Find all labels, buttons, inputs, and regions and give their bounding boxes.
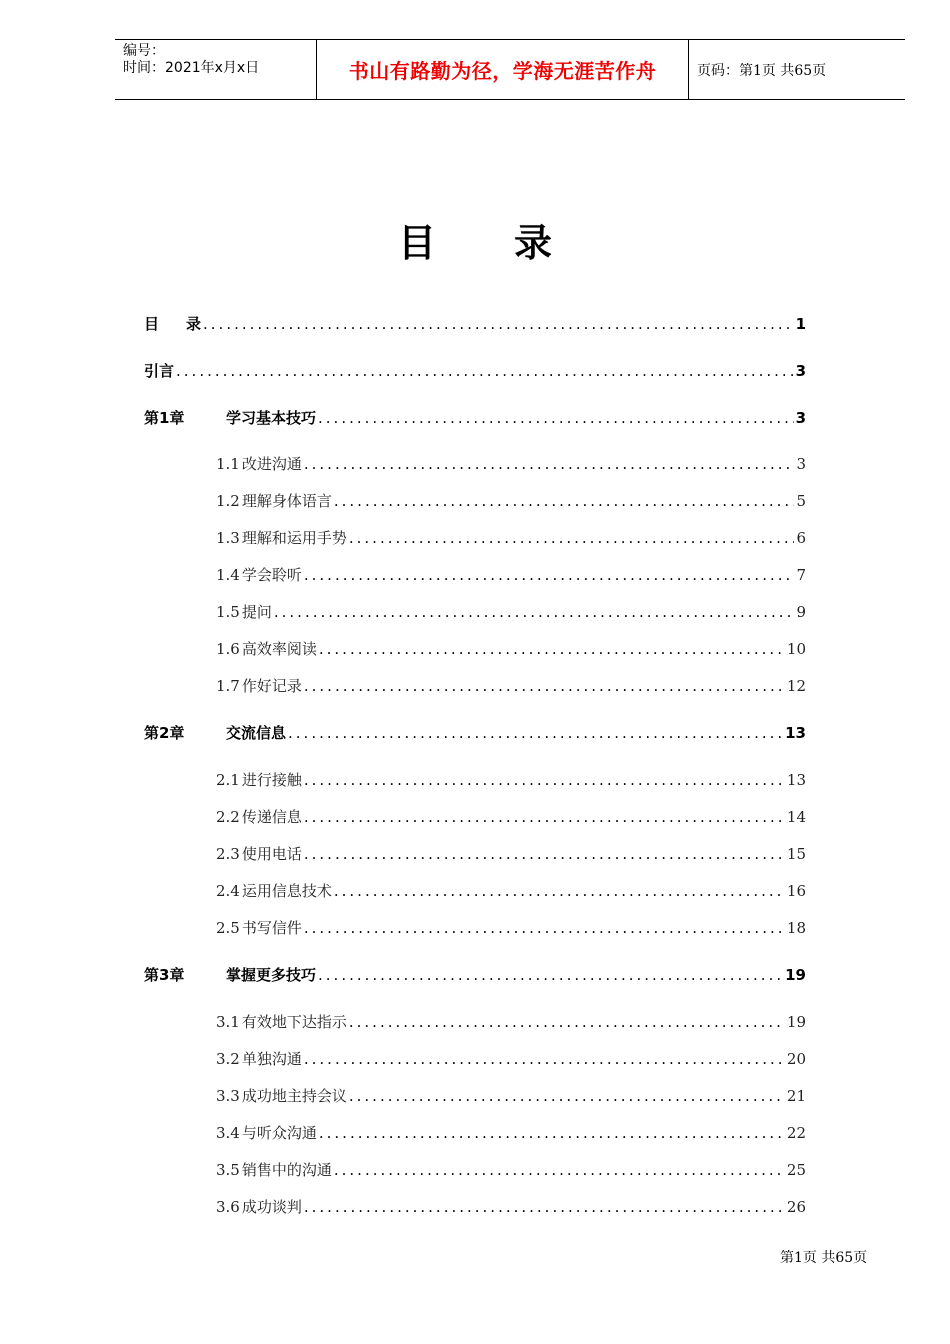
toc-entry-page: 19 <box>786 1013 806 1031</box>
toc-entry-label: 提问 <box>241 603 272 621</box>
toc-entry-number: 1.5 <box>216 603 240 621</box>
toc-entry-label: 作好记录 <box>241 677 302 695</box>
toc-leader-dots <box>349 1086 785 1106</box>
toc-entry-page: 9 <box>796 603 806 621</box>
toc-entry[interactable] <box>216 565 806 585</box>
toc-entry-label: 掌握更多技巧 <box>226 966 317 984</box>
toc-leader-dots <box>349 528 795 548</box>
toc-entry-number: 1.3 <box>216 529 240 547</box>
toc-entry-label: 引言 <box>144 362 175 380</box>
toc-entry-page: 13 <box>786 771 806 789</box>
toc-entry-number: 1.6 <box>216 640 240 658</box>
toc-entry-label: 有效地下达指示 <box>241 1013 347 1031</box>
toc-entry[interactable] <box>216 1123 806 1143</box>
toc-entry-number: 2.1 <box>216 771 240 789</box>
toc-entry[interactable] <box>216 844 806 864</box>
toc-entry[interactable] <box>144 965 806 985</box>
toc-leader-dots <box>349 1012 785 1032</box>
toc-entry-page: 6 <box>796 529 806 547</box>
toc-leader-dots <box>304 676 785 696</box>
toc-entry-label: 成功谈判 <box>241 1198 302 1216</box>
toc-entry[interactable] <box>216 918 806 938</box>
toc-leader-dots <box>176 361 794 381</box>
toc-entry-page: 26 <box>786 1198 806 1216</box>
toc-entry-number: 3.6 <box>216 1198 240 1216</box>
toc-entry-page: 10 <box>786 640 806 658</box>
toc-entry-page: 13 <box>785 724 806 742</box>
toc-leader-dots <box>304 807 785 827</box>
toc-entry[interactable] <box>216 807 806 827</box>
toc-entry[interactable] <box>216 528 806 548</box>
toc-entry[interactable] <box>216 1197 806 1217</box>
toc-entry[interactable] <box>216 491 806 511</box>
toc-entry-page: 5 <box>796 492 806 510</box>
toc-entry[interactable] <box>144 723 806 743</box>
toc-entry-page: 19 <box>785 966 806 984</box>
toc-leader-dots <box>203 314 794 334</box>
toc-entry-number: 2.3 <box>216 845 240 863</box>
toc-entry-label: 与听众沟通 <box>241 1124 317 1142</box>
toc-entry-number: 第2章 <box>144 724 185 742</box>
page-header <box>115 39 905 100</box>
toc-entry-number: 第3章 <box>144 966 185 984</box>
toc-entry-number: 目 <box>144 315 160 333</box>
toc-entry-label: 成功地主持会议 <box>241 1087 347 1105</box>
toc-entry[interactable] <box>216 1012 806 1032</box>
toc-entry-page: 16 <box>786 882 806 900</box>
toc-entry-page: 14 <box>786 808 806 826</box>
toc-entry[interactable] <box>144 408 806 428</box>
toc-entry[interactable] <box>216 1160 806 1180</box>
toc-entry-label: 学习基本技巧 <box>226 409 317 427</box>
toc-entry-page: 15 <box>786 845 806 863</box>
serial-label: 编号： <box>123 43 165 59</box>
toc-leader-dots <box>304 454 795 474</box>
toc-entry-page: 18 <box>786 919 806 937</box>
page-title <box>0 212 950 267</box>
toc-entry[interactable] <box>144 361 806 381</box>
toc-entry-label: 高效率阅读 <box>241 640 317 658</box>
toc-entry-label: 销售中的沟通 <box>241 1161 332 1179</box>
toc-entry-label: 学会聆听 <box>241 566 302 584</box>
toc-entry-page: 21 <box>786 1087 806 1105</box>
toc-entry[interactable] <box>216 639 806 659</box>
toc-entry-number: 3.2 <box>216 1050 240 1068</box>
header-motto: 书山有路勤为径，学海无涯苦作舟 <box>348 59 657 83</box>
toc-entry-page: 20 <box>786 1050 806 1068</box>
toc-entry-page: 7 <box>796 566 806 584</box>
toc-leader-dots <box>304 1049 785 1069</box>
header-meta <box>115 40 316 99</box>
toc-entry-label: 理解和运用手势 <box>241 529 347 547</box>
page-footer: 第1页 共65页 <box>780 1250 868 1266</box>
toc-entry-number: 1.1 <box>216 455 240 473</box>
toc-leader-dots <box>334 1160 785 1180</box>
toc-leader-dots <box>288 723 783 743</box>
toc-entry-number: 3.3 <box>216 1087 240 1105</box>
toc-entry-label: 录 <box>186 315 202 333</box>
toc-leader-dots <box>319 639 785 659</box>
toc-entry[interactable] <box>216 454 806 474</box>
toc-entry-number: 1.4 <box>216 566 240 584</box>
toc-entry[interactable] <box>216 770 806 790</box>
toc-leader-dots <box>304 1197 785 1217</box>
toc-entry[interactable] <box>216 602 806 622</box>
toc-entry-number: 3.1 <box>216 1013 240 1031</box>
toc-entry[interactable] <box>216 1049 806 1069</box>
header-page-info: 页码：第1页 共65页 <box>697 62 827 79</box>
toc-leader-dots <box>304 844 785 864</box>
toc-entry-label: 传递信息 <box>241 808 302 826</box>
toc-entry-label: 交流信息 <box>226 724 287 742</box>
toc-entry-page: 3 <box>796 455 806 473</box>
title-char-1: 目 <box>397 220 436 265</box>
time-label: 时间：2021年x月x日 <box>123 60 260 76</box>
toc-entry-label: 单独沟通 <box>241 1050 302 1068</box>
toc-leader-dots <box>318 965 783 985</box>
toc-entry-label: 运用信息技术 <box>241 882 332 900</box>
toc-entry-number: 3.5 <box>216 1161 240 1179</box>
toc-entry-label: 使用电话 <box>241 845 302 863</box>
toc-entry-page: 3 <box>795 409 806 427</box>
toc-leader-dots <box>334 491 795 511</box>
toc-leader-dots <box>304 918 785 938</box>
toc-entry-page: 22 <box>786 1124 806 1142</box>
toc-leader-dots <box>304 565 795 585</box>
toc-entry-number: 2.2 <box>216 808 240 826</box>
toc-leader-dots <box>318 408 794 428</box>
toc-entry-number: 2.4 <box>216 882 240 900</box>
title-char-2: 录 <box>514 220 553 265</box>
toc-entry-page: 12 <box>786 677 806 695</box>
toc-entry-number: 1.7 <box>216 677 240 695</box>
toc-leader-dots <box>304 770 785 790</box>
toc-entry-page: 1 <box>795 315 806 333</box>
toc-entry-page: 3 <box>795 362 806 380</box>
toc-entry-label: 理解身体语言 <box>241 492 332 510</box>
toc-entry-number: 2.5 <box>216 919 240 937</box>
toc-entry-label: 改进沟通 <box>241 455 302 473</box>
toc-entry-number: 第1章 <box>144 409 185 427</box>
toc-entry-number: 1.2 <box>216 492 240 510</box>
toc-leader-dots <box>334 881 785 901</box>
toc-entry-number: 3.4 <box>216 1124 240 1142</box>
toc-entry-label: 书写信件 <box>241 919 302 937</box>
toc-entry[interactable] <box>216 881 806 901</box>
toc-entry-label: 进行接触 <box>241 771 302 789</box>
toc-leader-dots <box>319 1123 785 1143</box>
header-motto-cell <box>316 40 689 99</box>
toc-entry[interactable] <box>144 314 806 334</box>
toc-entry-page: 25 <box>786 1161 806 1179</box>
toc-leader-dots <box>274 602 795 622</box>
toc-entry[interactable] <box>216 1086 806 1106</box>
toc-entry[interactable] <box>216 676 806 696</box>
header-page-info-cell <box>689 40 905 99</box>
